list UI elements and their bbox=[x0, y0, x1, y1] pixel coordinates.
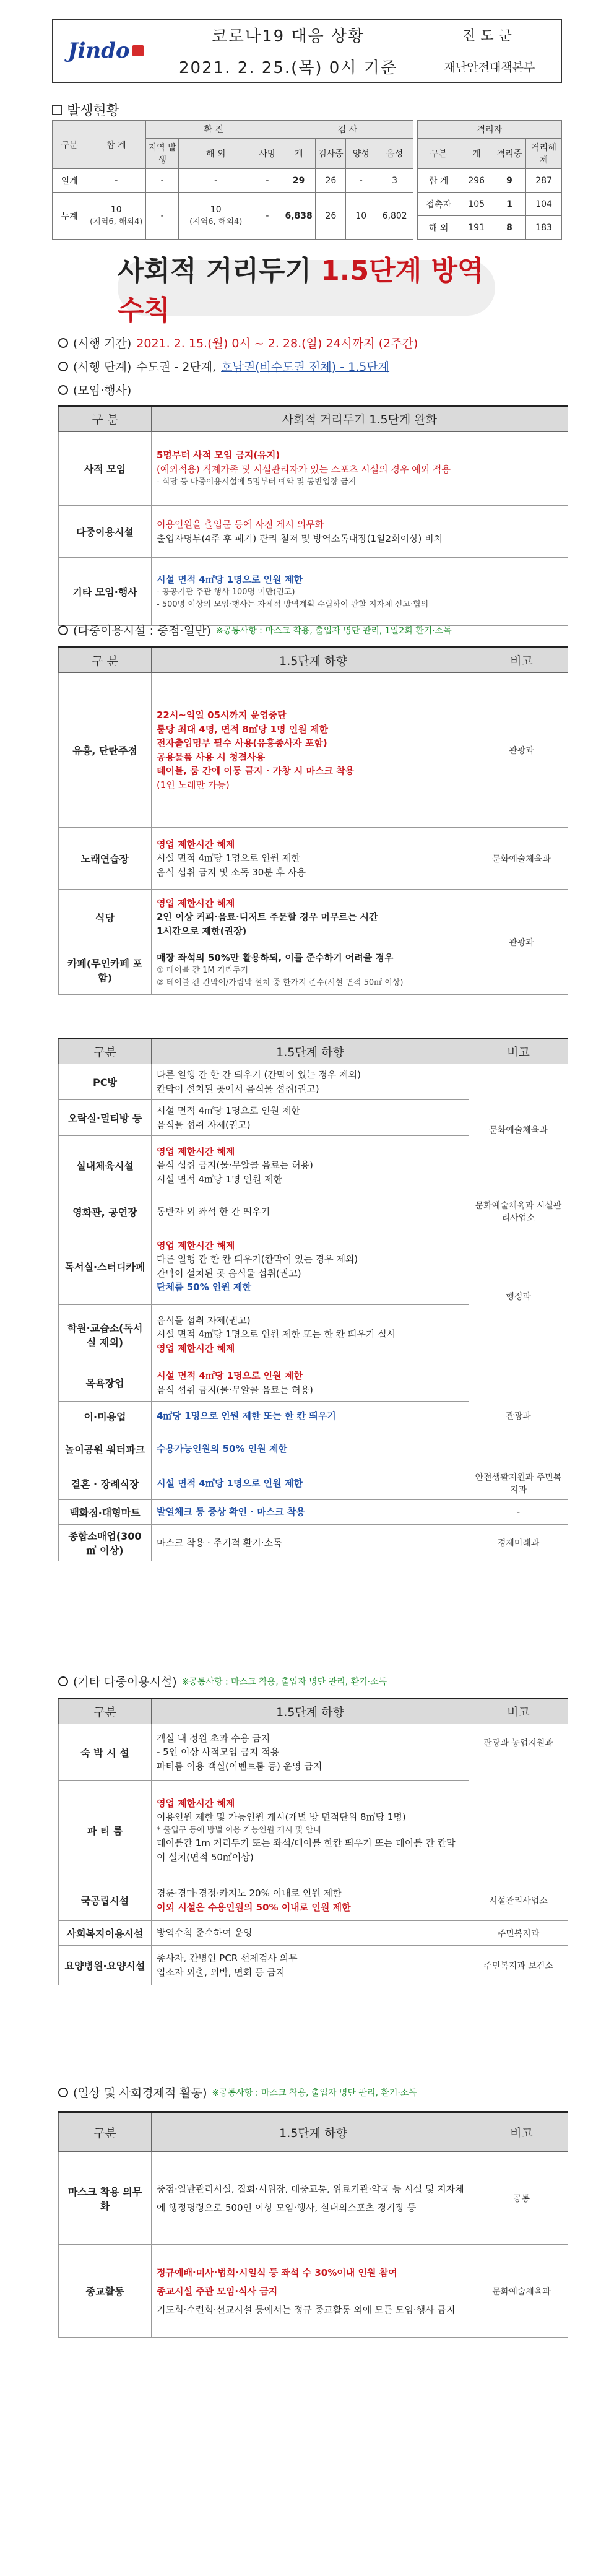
outbreak-table-wrap bbox=[52, 120, 562, 240]
circle-bullet-icon bbox=[58, 338, 68, 348]
table-row: 사회복지이용시설 방역수칙 준수하여 운영 주민복지과 bbox=[59, 1921, 568, 1946]
circle-bullet-icon bbox=[58, 362, 68, 371]
org-name: 진도군 bbox=[418, 20, 561, 51]
circle-bullet-icon bbox=[58, 2088, 68, 2097]
report-header bbox=[52, 19, 562, 83]
table-row: 영화관, 공연장 동반자 외 좌석 한 칸 띄우기 문화예술체육과 시설관리사업소 bbox=[59, 1195, 568, 1228]
daily-table-wrap bbox=[58, 2111, 568, 2338]
table-row: 놀이공원 워터파크 수용가능인원의 50% 인원 제한 bbox=[59, 1431, 568, 1467]
other-table-wrap bbox=[58, 1698, 568, 1985]
multi-table: 구 분 1.5단계 하향 비고 유흥, 단란주점 22시~익일 05시까지 운영중단 룸당 최대 4명, 면적 8㎡당 1명 인원 제한 전자출입명부 필수 사용(유흥종사자 포함) 공용물품 사용 시 청결사용 테이블, 룸 간에 이동 금지 · 가창 시 마스크 착용 (1인 노래만 가능) 관광과 노래연습장 영업 제한시간 해제 시설 면적 4㎡당 1명으로 인원 제한 음식 섭취 금지 및 소독 30분 후 사용 문화예술체육과 식당 영업 제한시간 해제 2인 이상 커피·음료·디저트 주문할 경우 머무르는 시간 1시간으로 제한(권장) 관광과 카페(무인카페 포함) 매장 좌석의 50%만 활용하되, 이를 준수하기 어려울 경우 ① 테이블 간 1M 거리두기 ② 테이블 간 칸막이/가림막 설치 중 한가지 준수(시설 면적 50㎡ 이상) bbox=[58, 646, 568, 995]
table-row: 목욕장업 시설 면적 4㎡당 1명으로 인원 제한 음식 섭취 금지(물·무알콜 음료는 허용) 관광과 bbox=[59, 1364, 568, 1402]
period-line: (시행 기간) 2021. 2. 15.(월) 0시 ~ 2. 28.(일) 24시까지 (2주간) bbox=[58, 334, 418, 351]
table-row: 숙 박 시 설 객실 내 정원 초과 수용 금지 - 5인 이상 사적모임 금지 적용 파티룸 이용 객실(이벤트룸 등) 운영 금지 관광과 농업지원과 bbox=[59, 1724, 568, 1781]
other-heading: (기타 다중이용시설) ※공통사항 : 마스크 착용, 출입자 명단 관리, 환기·소독 bbox=[58, 1673, 387, 1689]
table-row: 오락실·멀티방 등 시설 면적 4㎡당 1명으로 인원 제한 음식물 섭취 자제(권고) bbox=[59, 1100, 568, 1136]
circle-bullet-icon bbox=[58, 625, 68, 635]
daily-table: 구분 1.5단계 하향 비고 마스크 착용 의무화 중점·일반관리시설, 집회·시위장, 대중교통, 위료기관·약국 등 시설 및 지자체에 행정명령으로 500인 이상 모임·행사, 실내외스포츠 경기장 등 공통 종교활동 정규예배·미사·법회·시일식 등 좌석 수 30%이내 인원 참여 종교시설 주관 모임·식사 금지 기도회·수련회·선교시설 등에서는 정규 종교활동 외에 모든 모임·행사 금지 문화예술체육과 bbox=[58, 2111, 568, 2338]
gather-table-wrap bbox=[58, 405, 568, 626]
gather-line: (모임·행사) bbox=[58, 381, 131, 398]
table-row: 학원·교습소(독서실 제외) 음식물 섭취 자제(권고) 시설 면적 4㎡당 1명으로 인원 제한 또는 한 칸 띄우기 실시 영업 제한시간 해제 bbox=[59, 1305, 568, 1364]
table-row: 요양병원·요양시설 종사자, 간병인 PCR 선제검사 의무 입소자 외출, 외박, 면회 등 금지 주민복지과 보건소 bbox=[59, 1946, 568, 1985]
stage-line: (시행 단계) 수도권 - 2단계, 호남권(비수도권 전체) - 1.5단계 bbox=[58, 358, 389, 375]
table-row: 식당 영업 제한시간 해제 2인 이상 커피·음료·디저트 주문할 경우 머무르는 시간 1시간으로 제한(권장) 관광과 bbox=[59, 890, 568, 945]
circle-bullet-icon bbox=[58, 385, 68, 395]
multi-heading: (다중이용시설 : 중점·일반) ※공통사항 : 마스크 착용, 출입자 명단 관리, 1일2회 환기·소독 bbox=[58, 622, 452, 638]
table-row: 마스크 착용 의무화 중점·일반관리시설, 집회·시위장, 대중교통, 위료기관·약국 등 시설 및 지자체에 행정명령으로 500인 이상 모임·행사, 실내외스포츠 경기장 등 공통 bbox=[59, 2152, 568, 2245]
table-row: 파 티 룸 영업 제한시간 해제 이용인원 제한 및 가능인원 게시(개별 방 면적단위 8㎡당 1명) * 출입구 등에 방별 이용 가능인원 게시 및 안내 테이블간 1m 거리두기 또는 좌석/테이블 한칸 띄우기 또는 테이블 간 칸막이 설치(면적 50㎡이상) bbox=[59, 1781, 568, 1880]
facility-table: 구분 1.5단계 하향 비고 PC방 다른 일행 간 한 칸 띄우기 (칸막이 있는 경우 제외) 칸막이 설치된 곳에서 음식물 섭취(권고) 문화예술체육과 오락실·멀티방 등 시설 면적 4㎡당 1명으로 인원 제한 음식물 섭취 자제(권고) 실내체육시설 영업 제한시간 해제 음식 섭취 금지(물·무알콜 음료는 허용) 시설 면적 4㎡당 1명 인원 제한 영화관, 공연장 동반자 외 좌석 한 칸 띄우기 문화예술체육과 시설관리사업소 독서실·스터디카페 영업 제한시간 해제 다른 일행 간 한 칸 띄우기(칸막이 있는 경우 제외) 칸막이 설치된 곳 음식물 섭취(권고) 단체룸 50% 인원 제한 행정과 학원·교습소(독서실 제외) 음식물 섭취 자제(권고) 시설 면적 4㎡당 1명으로 인원 제한 또는 한 칸 띄우기 실시 영업 제한시간 해제 목욕장업 시설 면적 4㎡당 1명으로 인원 제한 음식 섭취 금지(물·무알콜 음료는 허용) 관광과 이·미용업 4㎡당 1명으로 인원 제한 또는 한 칸 띄우기 놀이공원 워터파크 수용가능인원의 50% 인원 제한 결혼 · 장례식장 시설 면적 4㎡당 1명으로 인원 제한 안전생활지원과 주민복지과 백화점·대형마트 발열체크 등 증상 확인 · 마스크 착용 - 종합소매업(300㎡ 이상) 마스크 착용 · 주기적 환기·소독 경제미래과 bbox=[58, 1038, 568, 1561]
report-title: 코로나19 대응 상황 bbox=[158, 20, 418, 51]
report-date: 2021. 2. 25.(목) 0시 기준 bbox=[179, 58, 397, 77]
daily-heading: (일상 및 사회경제적 활동) ※공통사항 : 마스크 착용, 출입자 명단 관리, 환기·소독 bbox=[58, 2084, 417, 2101]
stage-title: 사회적 거리두기 1.5단계 방역수칙 bbox=[118, 260, 495, 316]
gather-table: 구 분 사회적 거리두기 1.5단계 완화 사적 모임 5명부터 사적 모임 금지(유지) (예외적용) 직계가족 및 시설관리자가 있는 스포츠 시설의 경우 예외 적용 - 식당 등 다중이용시설에 5명부터 예약 및 동반입장 금지 다중이용시설 이용인원을 출입문 등에 사전 게시 의무화 출입자명부(4주 후 폐기) 관리 철저 및 방역소독대장(1일2회이상) 비치 기타 모임·행사 시설 면적 4㎡당 1명으로 인원 제한 - 공공기관 주관 행사 100명 미만(권고) - 500명 이상의 모임·행사는 자체적 방역계획 수립하여 관할 지자체 신고·협의 bbox=[58, 405, 568, 626]
table-row: 백화점·대형마트 발열체크 등 증상 확인 · 마스크 착용 - bbox=[59, 1500, 568, 1525]
table-row: 독서실·스터디카페 영업 제한시간 해제 다른 일행 간 한 칸 띄우기(칸막이 있는 경우 제외) 칸막이 설치된 곳 음식물 섭취(권고) 단체룸 50% 인원 제한 행정과 bbox=[59, 1228, 568, 1305]
table-row: 이·미용업 4㎡당 1명으로 인원 제한 또는 한 칸 띄우기 bbox=[59, 1402, 568, 1431]
table-row: 사적 모임 5명부터 사적 모임 금지(유지) (예외적용) 직계가족 및 시설관리자가 있는 스포츠 시설의 경우 예외 적용 - 식당 등 다중이용시설에 5명부터 예약 및 동반입장 금지 bbox=[59, 432, 568, 506]
square-bullet-icon bbox=[52, 105, 62, 115]
table-row: 일계 - - - - 29 26 - 3 합 계 296 9 287 bbox=[53, 169, 562, 193]
table-row: 누계 10 (지역6, 해외4) - 10 (지역6, 해외4) - 6,838 26 10 6,802 접촉자 105 1 104 bbox=[53, 193, 562, 216]
table-row: 국공립시설 경륜·경마·경정·카지노 20% 이내로 인원 제한 이외 시설은 수용인원의 50% 이내로 인원 제한 시설관리사업소 bbox=[59, 1880, 568, 1921]
table-row: 유흥, 단란주점 22시~익일 05시까지 운영중단 룸당 최대 4명, 면적 8㎡당 1명 인원 제한 전자출입명부 필수 사용(유흥종사자 포함) 공용물품 사용 시 청결사용 테이블, 룸 간에 이동 금지 · 가창 시 마스크 착용 (1인 노래만 가능) 관광과 bbox=[59, 673, 568, 828]
other-table: 구분 1.5단계 하향 비고 숙 박 시 설 객실 내 정원 초과 수용 금지 - 5인 이상 사적모임 금지 적용 파티룸 이용 객실(이벤트룸 등) 운영 금지 관광과 농업지원과 파 티 룸 영업 제한시간 해제 이용인원 제한 및 가능인원 게시(개별 방 면적단위 8㎡당 1명) * 출입구 등에 방별 이용 가능인원 게시 및 안내 테이블간 1m 거리두기 또는 좌석/테이블 한칸 띄우기 또는 테이블 간 칸막이 설치(면적 50㎡이상) 국공립시설 경륜·경마·경정·카지노 20% 이내로 인원 제한 이외 시설은 수용인원의 50% 이내로 인원 제한 시설관리사업소 사회복지이용시설 방역수칙 준수하여 운영 주민복지과 요양병원·요양시설 종사자, 간병인 PCR 선제검사 의무 입소자 외출, 외박, 면회 등 금지 주민복지과 보건소 bbox=[58, 1698, 568, 1985]
table-row: 기타 모임·행사 시설 면적 4㎡당 1명으로 인원 제한 - 공공기관 주관 행사 100명 미만(권고) - 500명 이상의 모임·행사는 자체적 방역계획 수립하여 관할 지자체 신고·협의 bbox=[59, 558, 568, 626]
multi-table-wrap bbox=[58, 646, 568, 995]
table-row: PC방 다른 일행 간 한 칸 띄우기 (칸막이 있는 경우 제외) 칸막이 설치된 곳에서 음식물 섭취(권고) 문화예술체육과 bbox=[59, 1064, 568, 1100]
table-row: 결혼 · 장례식장 시설 면적 4㎡당 1명으로 인원 제한 안전생활지원과 주민복지과 bbox=[59, 1467, 568, 1500]
table-row: 종합소매업(300㎡ 이상) 마스크 착용 · 주기적 환기·소독 경제미래과 bbox=[59, 1525, 568, 1561]
outbreak-table: 구분 합 계 확 진 검 사 격리자 지역 발생 해 외 사망 계 검사중 양성 음성 구분 계 격리중 격리해제 일계 - - - - 29 26 - 3 합 계 296 9 287 누계 10 (지역6, 해외4) - 10 (지역6, 해외4) - 6,838 26 10 6,802 접촉자 105 1 104 해 외 191 8 183 bbox=[52, 120, 562, 240]
dept-name: 재난안전대책본부 bbox=[444, 60, 535, 74]
table-row: 해 외 191 8 183 bbox=[53, 216, 562, 240]
jindo-logo: Jindo bbox=[53, 20, 158, 82]
outbreak-heading: 발생현황 bbox=[52, 100, 119, 119]
table-row: 다중이용시설 이용인원을 출입문 등에 사전 게시 의무화 출입자명부(4주 후 폐기) 관리 철저 및 방역소독대장(1일2회이상) 비치 bbox=[59, 506, 568, 558]
table-row: 노래연습장 영업 제한시간 해제 시설 면적 4㎡당 1명으로 인원 제한 음식 섭취 금지 및 소독 30분 후 사용 문화예술체육과 bbox=[59, 828, 568, 890]
table-row: 실내체육시설 영업 제한시간 해제 음식 섭취 금지(물·무알콜 음료는 허용) 시설 면적 4㎡당 1명 인원 제한 bbox=[59, 1136, 568, 1195]
circle-bullet-icon bbox=[58, 1676, 68, 1686]
table-row: 카페(무인카페 포함) 매장 좌석의 50%만 활용하되, 이를 준수하기 어려울 경우 ① 테이블 간 1M 거리두기 ② 테이블 간 칸막이/가림막 설치 중 한가지 준수(시설 면적 50㎡ 이상) bbox=[59, 945, 568, 995]
facility-table-wrap bbox=[58, 1038, 568, 1561]
logo-mark-icon bbox=[132, 45, 144, 56]
table-row: 종교활동 정규예배·미사·법회·시일식 등 좌석 수 30%이내 인원 참여 종교시설 주관 모임·식사 금지 기도회·수련회·선교시설 등에서는 정규 종교활동 외에 모든 모임·행사 금지 문화예술체육과 bbox=[59, 2245, 568, 2338]
